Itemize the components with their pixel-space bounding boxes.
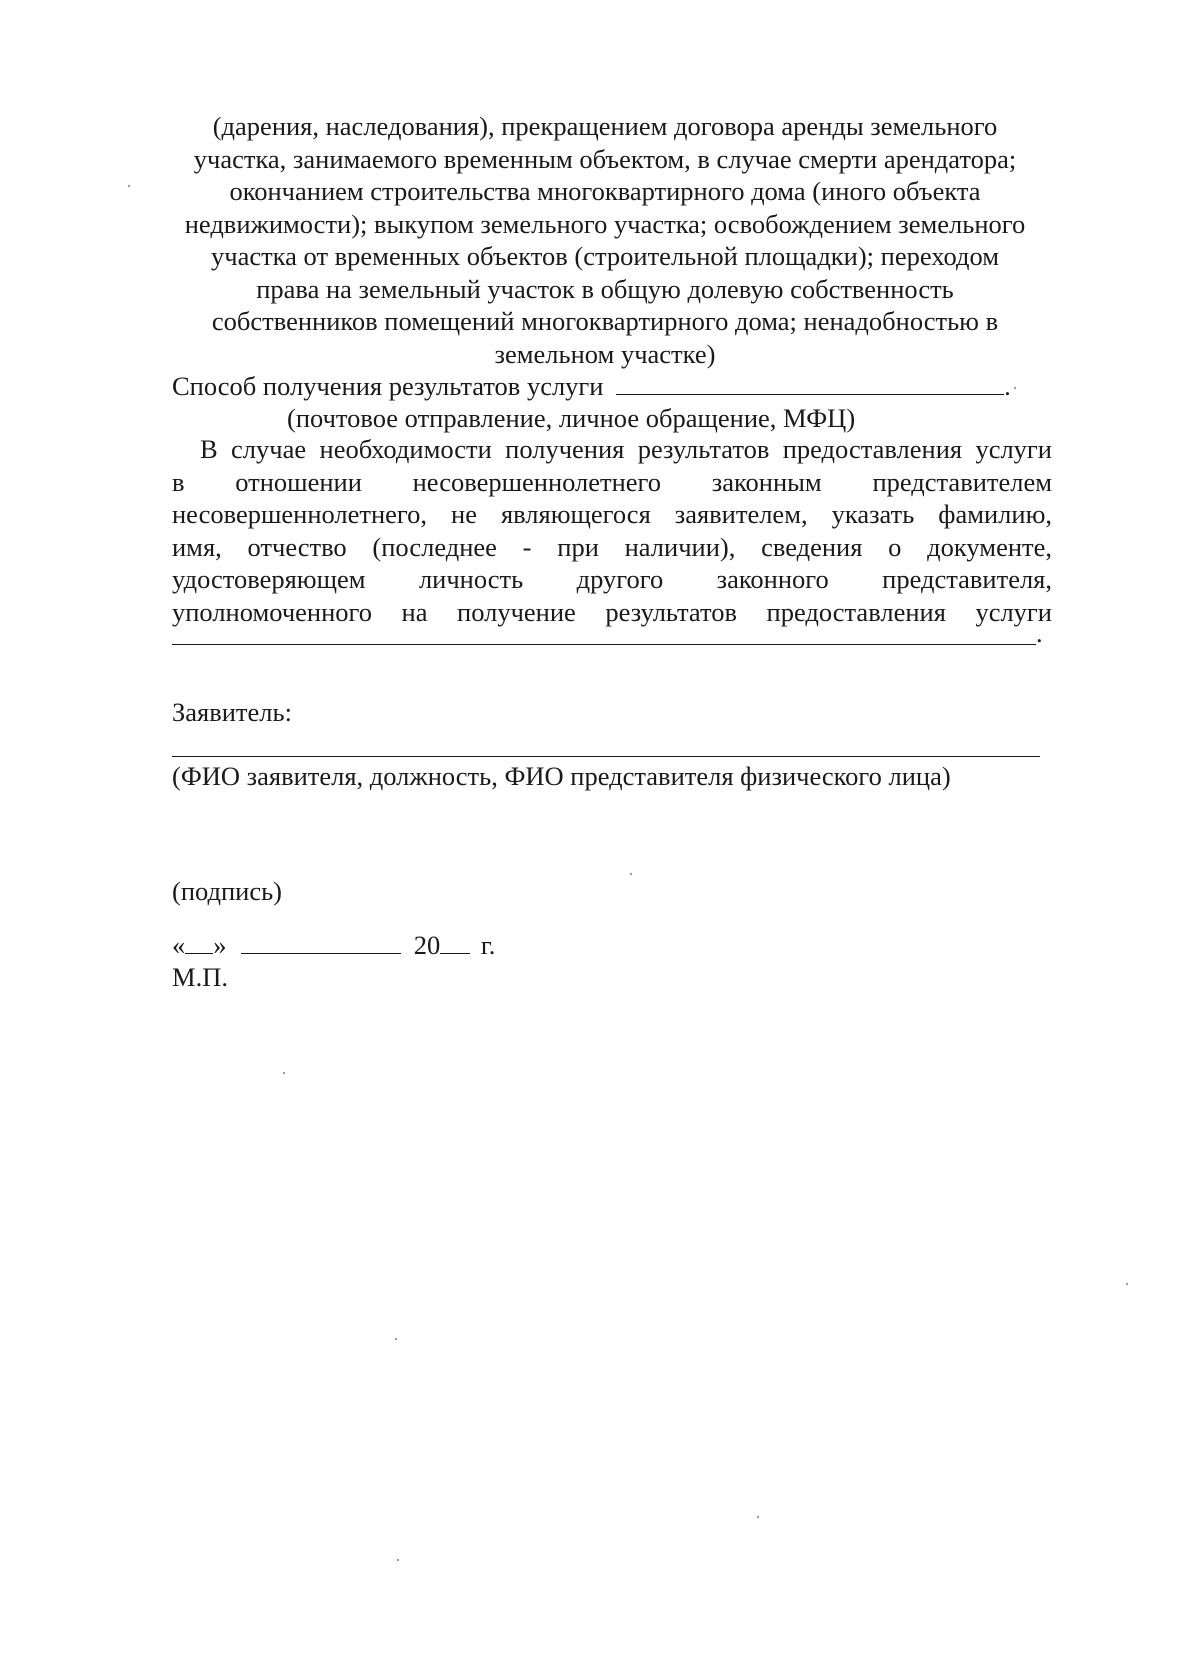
- applicant-input-line[interactable]: [172, 756, 1040, 757]
- applicant-label-row: [172, 696, 292, 729]
- minor-line: уполномоченного на получение результатов предоставления услуги: [172, 596, 1052, 627]
- minor-paragraph: [172, 433, 1052, 628]
- reasons-line: участка от временных объектов (строительной площадки); переходом: [211, 241, 999, 271]
- scan-speck: [1014, 387, 1016, 389]
- minor-line: в отношении несовершеннолетнего законным представителем: [172, 466, 1052, 497]
- method-hint-row: [287, 402, 855, 435]
- method-input-line[interactable]: [616, 372, 1004, 395]
- method-end: .: [1004, 371, 1011, 401]
- date-month-line[interactable]: [241, 931, 401, 954]
- scan-speck: [395, 1338, 397, 1340]
- minor-line-end: .: [1036, 618, 1043, 648]
- reasons-line: (дарения, наследования), прекращением договора аренды земельного: [212, 111, 998, 141]
- reasons-line: недвижимости); выкупом земельного участка; освобождением земельного: [184, 208, 1026, 239]
- scan-speck: [128, 185, 130, 187]
- representative-input-line[interactable]: [172, 644, 1036, 645]
- applicant-hint-row: [172, 760, 951, 793]
- date-row: [172, 929, 495, 962]
- date-year-line[interactable]: [440, 931, 470, 954]
- date-close-quote: »: [213, 930, 227, 960]
- minor-line: несовершеннолетнего, не являющегося заявителем, указать фамилию,: [172, 499, 1052, 529]
- stamp-row: [172, 961, 228, 994]
- signature-label: (подпись): [172, 876, 283, 906]
- scan-speck: [1126, 1283, 1128, 1285]
- reasons-line: собственников помещений многоквартирного дома; ненадобностью в: [211, 306, 999, 336]
- scan-speck: [630, 873, 632, 875]
- date-open-quote: «: [172, 930, 186, 960]
- minor-line-end-row: [1036, 617, 1043, 650]
- minor-line: удостоверяющем личность другого законного представителя,: [172, 564, 1052, 594]
- date-day-line[interactable]: [185, 931, 213, 954]
- applicant-hint: (ФИО заявителя, должность, ФИО представителя физического лица): [172, 761, 951, 791]
- method-label: Способ получения результатов услуги: [172, 371, 604, 401]
- method-hint: (почтовое отправление, личное обращение, МФЦ): [287, 403, 856, 433]
- reasons-line: права на земельный участок в общую долевую собственность: [256, 273, 954, 304]
- method-row: [172, 370, 1011, 403]
- date-year-prefix: 20: [413, 930, 441, 960]
- stamp-label: М.П.: [172, 962, 228, 992]
- scan-speck: [283, 1072, 285, 1074]
- date-year-suffix: г.: [480, 930, 496, 960]
- minor-line: имя, отчество (последнее - при наличии), сведения о документе,: [172, 531, 1052, 562]
- scan-speck: [397, 1559, 399, 1561]
- applicant-label: Заявитель:: [172, 697, 292, 727]
- reasons-line: земельном участке): [494, 338, 716, 369]
- reasons-line: окончанием строительства многоквартирного дома (иного объекта: [229, 176, 981, 206]
- signature-row: [172, 875, 282, 908]
- scan-speck: [757, 1516, 759, 1518]
- minor-line: В случае необходимости получения результатов предоставления услуги: [200, 434, 1052, 464]
- reasons-line: участка, занимаемого временным объектом, в случае смерти арендатора;: [193, 143, 1017, 174]
- reasons-block: [165, 110, 1045, 370]
